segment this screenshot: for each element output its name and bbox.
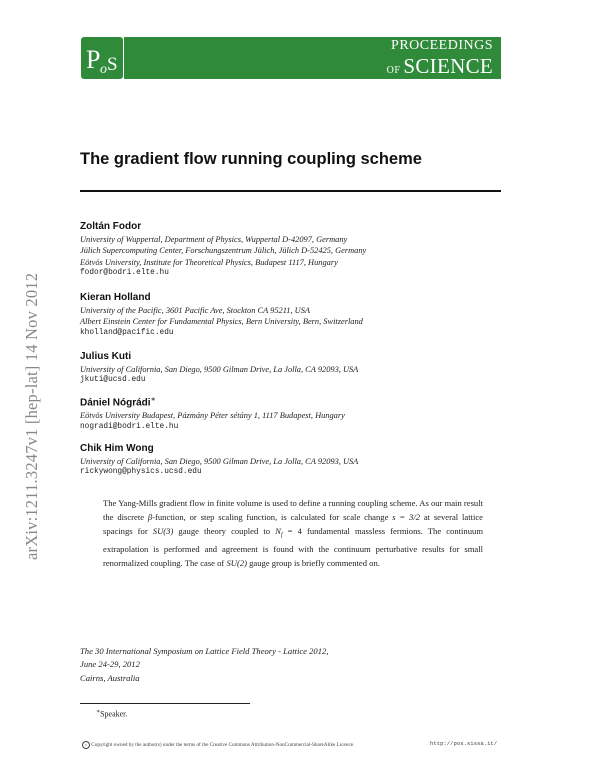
author-block: [80, 443, 510, 478]
proceedings-banner: [124, 37, 501, 79]
author-affiliation: University of Wuppertal, Department of Physics, Wuppertal D-42097, Germany: [80, 235, 348, 244]
author-email[interactable]: fodor@bodri.elte.hu: [80, 268, 169, 277]
abstract-math-sub: f: [280, 532, 283, 539]
author-block: [80, 396, 510, 433]
author-email[interactable]: nogradi@bodri.elte.hu: [80, 422, 179, 431]
license-statement: Copyright owned by the author(s) under the terms of the Creative Commons Attribution-NonCommercial-ShareAlike Licence.: [91, 742, 355, 749]
banner-of: OF: [386, 65, 401, 76]
footnote-mark: ∗: [96, 709, 101, 715]
pos-url[interactable]: http://pos.sissa.it/: [430, 740, 498, 747]
pos-logo-icon: [81, 37, 123, 79]
author-name: [80, 396, 510, 408]
author-affiliation: Eötvös University, Institute for Theoretical Physics, Budapest 1117, Hungary: [80, 257, 338, 267]
svg-text:S: S: [107, 54, 118, 75]
speaker-mark: ∗: [150, 397, 156, 403]
author-email[interactable]: kholland@pacific.edu: [80, 328, 174, 337]
abstract-text: -function, or step scaling function, is calculated for scale change: [152, 511, 393, 522]
author-name-text: Dániel Nógrádi: [80, 397, 151, 409]
author-affiliation: Albert Einstein Center for Fundamental Physics, Bern University, Bern, Switzerland: [80, 317, 363, 327]
abstract: [103, 497, 483, 571]
author-affiliation: Eötvös University Budapest, Pázmány Péter sétány 1, 1117 Budapest, Hungary: [80, 411, 345, 421]
banner-science: SCIENCE: [403, 54, 493, 78]
arxiv-stamp: arXiv:1211.3247v1 [hep-lat] 14 Nov 2012: [22, 272, 41, 560]
conference-name: The 30 International Symposium on Lattice Field Theory - Lattice 2012,: [80, 646, 329, 656]
footnote-text: Speaker.: [100, 709, 128, 719]
author-affiliation: University of the Pacific, 3601 Pacific Ave, Stockton CA 95211, USA: [80, 306, 311, 315]
author-email[interactable]: rickywong@physics.ucsd.edu: [80, 468, 202, 477]
cc-icon: c: [82, 741, 90, 749]
author-name: Julius Kuti: [80, 351, 132, 362]
conference-info: [80, 645, 328, 685]
abstract-math: N: [275, 525, 281, 536]
author-block: [80, 292, 510, 339]
author-email[interactable]: jkuti@ucsd.edu: [80, 376, 146, 385]
author-affiliation: University of California, San Diego, 9500 Gilman Drive, La Jolla, CA 92093, USA: [80, 457, 359, 466]
abstract-math: SU(3): [152, 525, 174, 536]
author-block: [80, 351, 510, 386]
author-name: Zoltán Fodor: [80, 221, 142, 232]
conference-dates: June 24-29, 2012: [80, 659, 140, 670]
author-affiliation: Jülich Supercomputing Center, Forschungszentrum Jülich, Jülich D-52425, Germany: [80, 246, 367, 256]
author-block: [80, 221, 510, 279]
svg-text:o: o: [100, 62, 107, 77]
title-rule: [80, 190, 501, 192]
author-name: Chik Him Wong: [80, 443, 154, 454]
abstract-math: SU(2): [226, 557, 247, 568]
abstract-text: The Yang-Mills gradient flow in finite volume is used to define a running coupling scheme. As our main result the discrete: [103, 498, 483, 522]
banner-text: [387, 39, 493, 77]
abstract-math: = 4: [282, 525, 302, 536]
abstract-text: at several lattice spacings for: [103, 511, 483, 536]
banner-line1: PROCEEDINGS: [391, 38, 493, 53]
footnote-rule: [80, 703, 250, 704]
abstract-text: gauge theory coupled to: [173, 525, 276, 536]
author-name: Kieran Holland: [80, 292, 151, 303]
banner-line2: [387, 56, 493, 77]
footnote: [96, 708, 127, 719]
license-text: [82, 741, 354, 749]
svg-text:P: P: [86, 45, 101, 74]
pos-logo: [81, 37, 123, 79]
abstract-text: fundamental massless fermions. The continuum extrapolation is performed and agreement is found with the continuum perturbative results for small renormalized coupling. The case of: [103, 525, 484, 568]
conference-location: Cairns, Australia: [80, 672, 140, 683]
abstract-text: gauge group is briefly commented on.: [246, 557, 380, 568]
paper-title: The gradient flow running coupling scheme: [80, 150, 422, 168]
abstract-math: β: [147, 511, 153, 522]
abstract-math: s = 3/2: [392, 511, 420, 522]
author-affiliation: University of California, San Diego, 9500 Gilman Drive, La Jolla, CA 92093, USA: [80, 365, 359, 374]
